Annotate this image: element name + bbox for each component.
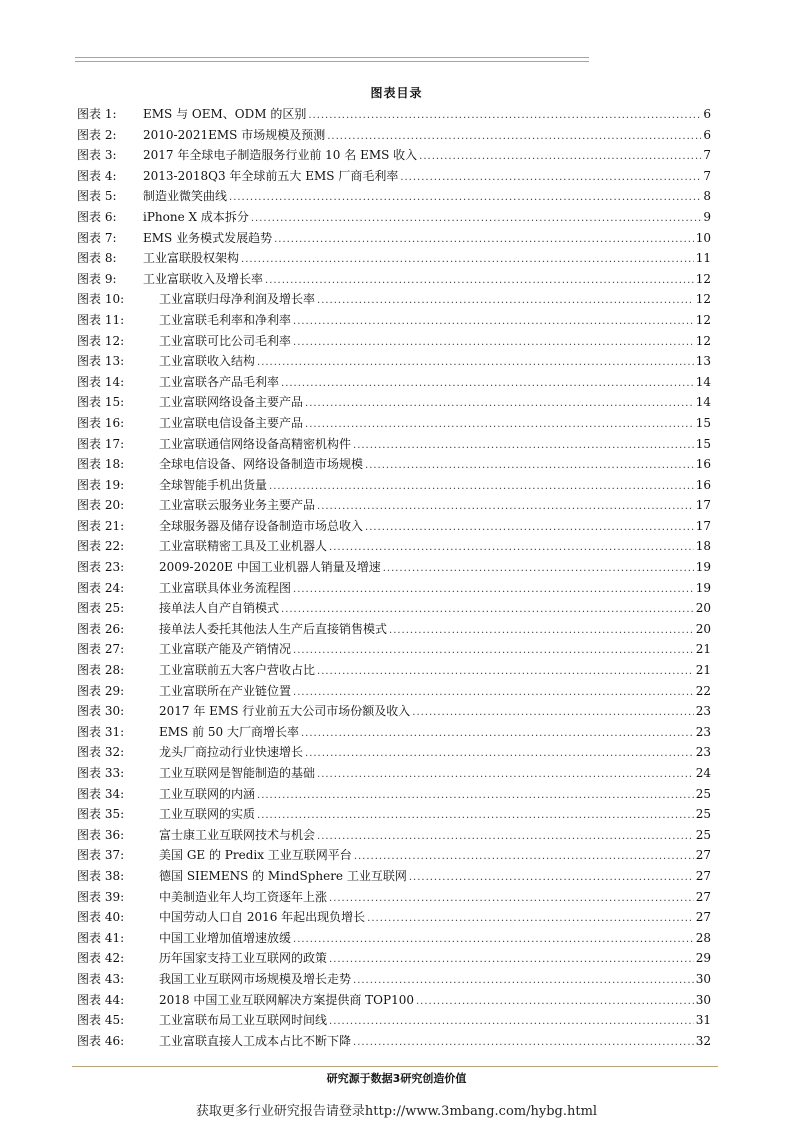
page-title: 图表目录 xyxy=(370,86,423,100)
toc-entry-title: 我国工业互联网市场规模及增长走势 xyxy=(159,971,352,986)
toc-entry[interactable] xyxy=(77,166,711,187)
toc-entry[interactable] xyxy=(77,722,711,743)
toc-leader-dots xyxy=(274,230,694,251)
toc-leader-dots xyxy=(327,127,701,148)
toc-entry-page: 30 xyxy=(695,992,711,1007)
toc-entry[interactable] xyxy=(77,784,711,805)
toc-entry-title: 工业富联布局工业互联网时间线 xyxy=(159,1013,328,1028)
toc-entry-title: 2017 年全球电子制造服务行业前 10 名 EMS 收入 xyxy=(143,148,418,163)
toc-leader-dots xyxy=(257,806,694,827)
toc-entry-label: 图表 25: xyxy=(77,601,125,616)
toc-entry-title: 工业富联所在产业链位置 xyxy=(159,683,292,698)
toc-entry-label: 图表 44: xyxy=(77,992,125,1007)
toc-list xyxy=(77,104,711,1051)
toc-entry-title: 全球智能手机出货量 xyxy=(159,477,268,492)
toc-entry-title: 中国劳动人口自 2016 年起出现负增长 xyxy=(159,910,366,925)
toc-entry-page: 22 xyxy=(695,683,711,698)
toc-entry-label: 图表 45: xyxy=(77,1013,125,1028)
toc-entry-page: 18 xyxy=(695,539,711,554)
toc-entry-page: 27 xyxy=(695,889,711,904)
toc-entry-title: 2018 中国工业互联网解决方案提供商 TOP100 xyxy=(159,992,414,1007)
toc-entry[interactable] xyxy=(77,434,711,455)
toc-entry-label: 图表 5: xyxy=(77,189,117,204)
toc-entry-title: 工业富联收入结构 xyxy=(159,354,256,369)
toc-entry-title: 工业富联收入及增长率 xyxy=(143,271,264,286)
toc-leader-dots xyxy=(305,744,694,765)
toc-entry-label: 图表 33: xyxy=(77,766,125,780)
toc-entry-page: 10 xyxy=(695,230,711,245)
toc-leader-dots xyxy=(367,909,694,930)
toc-leader-dots xyxy=(257,786,694,807)
toc-leader-dots xyxy=(293,930,694,951)
toc-entry[interactable] xyxy=(77,763,711,784)
toc-leader-dots xyxy=(400,168,701,189)
toc-entry-page: 28 xyxy=(695,930,711,945)
toc-leader-dots xyxy=(365,518,694,539)
toc-entry[interactable] xyxy=(77,454,711,475)
toc-entry-page: 16 xyxy=(695,457,711,472)
toc-entry[interactable] xyxy=(77,228,711,249)
toc-entry[interactable] xyxy=(77,413,711,434)
toc-entry-page: 8 xyxy=(703,189,711,204)
toc-entry-title: 工业富联精密工具及工业机器人 xyxy=(159,539,328,554)
toc-entry-label: 图表 26: xyxy=(77,621,125,636)
toc-entry-title: 全球服务器及储存设备制造市场总收入 xyxy=(159,518,364,533)
toc-entry[interactable] xyxy=(77,372,711,393)
toc-entry[interactable] xyxy=(77,578,711,599)
toc-entry-page: 12 xyxy=(695,312,711,327)
toc-entry[interactable] xyxy=(77,990,711,1011)
toc-leader-dots xyxy=(293,580,694,601)
toc-entry-title: 工业富联前五大客户营收占比 xyxy=(159,663,316,678)
toc-entry-label: 图表 12: xyxy=(77,333,125,348)
toc-leader-dots xyxy=(317,497,694,518)
toc-entry-label: 图表 46: xyxy=(77,1033,125,1048)
toc-entry-label: 图表 13: xyxy=(77,354,125,369)
toc-entry-page: 31 xyxy=(695,1013,711,1028)
toc-entry-title: 2013-2018Q3 年全球前五大 EMS 厂商毛利率 xyxy=(143,168,399,183)
toc-leader-dots xyxy=(419,147,701,168)
toc-entry-page: 29 xyxy=(695,951,711,966)
toc-entry-title: 2017 年 EMS 行业前五大公司市场份额及收入 xyxy=(159,704,411,719)
toc-entry-label: 图表 3: xyxy=(77,148,117,163)
toc-entry[interactable] xyxy=(77,1031,711,1052)
toc-entry[interactable] xyxy=(77,639,711,660)
toc-leader-dots xyxy=(265,271,694,292)
toc-entry[interactable] xyxy=(77,392,711,413)
toc-entry-label: 图表 11: xyxy=(77,312,125,327)
toc-leader-dots xyxy=(412,703,693,724)
toc-entry-label: 图表 34: xyxy=(77,786,125,801)
toc-entry-label: 图表 19: xyxy=(77,477,125,492)
toc-entry-label: 图表 4: xyxy=(77,168,117,183)
toc-entry-label: 图表 22: xyxy=(77,539,125,554)
toc-entry-title: 工业互联网是智能制造的基础 xyxy=(159,766,316,780)
toc-entry-title: 工业富联毛利率和净利率 xyxy=(159,312,292,327)
toc-entry-label: 图表 20: xyxy=(77,498,125,513)
toc-entry-label: 图表 23: xyxy=(77,560,125,575)
toc-entry-page: 17 xyxy=(695,518,711,533)
toc-entry-page: 23 xyxy=(695,704,711,719)
toc-entry-page: 12 xyxy=(695,333,711,348)
toc-entry[interactable] xyxy=(77,145,711,166)
toc-entry-label: 图表 32: xyxy=(77,745,125,760)
toc-entry-label: 图表 18: xyxy=(77,457,125,472)
toc-entry-label: 图表 40: xyxy=(77,910,125,925)
toc-entry-page: 17 xyxy=(695,498,711,513)
toc-entry-title: iPhone X 成本拆分 xyxy=(143,209,249,224)
toc-leader-dots xyxy=(251,209,701,230)
toc-entry[interactable] xyxy=(77,186,711,207)
toc-leader-dots xyxy=(329,1012,694,1033)
toc-entry-page: 7 xyxy=(703,148,711,163)
toc-entry-page: 24 xyxy=(695,766,711,780)
toc-entry[interactable] xyxy=(77,269,711,290)
toc-entry-page: 12 xyxy=(695,271,711,286)
toc-entry-title: 接单法人自产自销模式 xyxy=(159,601,280,616)
toc-entry[interactable] xyxy=(77,948,711,969)
toc-entry-page: 27 xyxy=(695,868,711,883)
toc-entry-page: 21 xyxy=(695,642,711,657)
toc-entry[interactable] xyxy=(77,351,711,372)
toc-entry-label: 图表 17: xyxy=(77,436,125,451)
toc-entry-label: 图表 36: xyxy=(77,827,125,842)
toc-entry-label: 图表 39: xyxy=(77,889,125,904)
toc-leader-dots xyxy=(293,312,694,333)
toc-leader-dots xyxy=(308,106,701,127)
toc-entry-page: 30 xyxy=(695,971,711,986)
header-rule xyxy=(75,57,589,58)
toc-leader-dots xyxy=(293,641,694,662)
toc-entry[interactable] xyxy=(77,619,711,640)
toc-entry-page: 19 xyxy=(695,560,711,575)
toc-leader-dots xyxy=(353,1033,694,1054)
promo-link-text[interactable]: 获取更多行业研究报告请登录http://www.3mbang.com/hybg.html xyxy=(195,1104,598,1119)
footer-slogan: 研究源于数据3研究创造价值 xyxy=(326,1072,467,1085)
toc-entry[interactable] xyxy=(77,331,711,352)
toc-entry-label: 图表 27: xyxy=(77,642,125,657)
toc-entry-title: 2010-2021EMS 市场规模及预测 xyxy=(143,127,326,142)
toc-entry-title: 全球电信设备、网络设备制造市场规模 xyxy=(159,457,364,472)
toc-entry-page: 19 xyxy=(695,580,711,595)
toc-entry-title: 历年国家支持工业互联网的政策 xyxy=(159,951,328,966)
toc-entry-page: 32 xyxy=(695,1033,711,1048)
footer-rule xyxy=(72,1066,718,1067)
toc-entry-page: 9 xyxy=(703,209,711,224)
toc-entry[interactable] xyxy=(77,598,711,619)
toc-entry-page: 20 xyxy=(695,621,711,636)
toc-entry[interactable] xyxy=(77,557,711,578)
toc-entry-label: 图表 42: xyxy=(77,951,125,966)
toc-entry[interactable] xyxy=(77,742,711,763)
toc-entry-page: 27 xyxy=(695,848,711,863)
toc-entry-label: 图表 15: xyxy=(77,395,125,410)
toc-entry-title: 工业富联股权架构 xyxy=(143,251,240,266)
toc-entry[interactable] xyxy=(77,969,711,990)
toc-leader-dots xyxy=(317,765,694,786)
toc-leader-dots xyxy=(305,394,694,415)
toc-entry-title: 工业富联可比公司毛利率 xyxy=(159,333,292,348)
toc-entry-title: 中美制造业年人均工资逐年上涨 xyxy=(159,889,328,904)
toc-entry-page: 13 xyxy=(695,354,711,369)
toc-entry-page: 14 xyxy=(695,374,711,389)
toc-entry-title: 美国 GE 的 Predix 工业互联网平台 xyxy=(159,848,352,863)
toc-entry-page: 27 xyxy=(695,910,711,925)
toc-entry[interactable] xyxy=(77,804,711,825)
toc-entry-page: 21 xyxy=(695,663,711,678)
toc-leader-dots xyxy=(317,827,694,848)
toc-leader-dots xyxy=(389,621,694,642)
toc-leader-dots xyxy=(281,600,694,621)
toc-entry-label: 图表 6: xyxy=(77,209,117,224)
toc-entry-title: 工业富联产能及产销情况 xyxy=(159,642,292,657)
toc-entry[interactable] xyxy=(77,475,711,496)
toc-entry-label: 图表 41: xyxy=(77,930,125,945)
toc-entry-page: 15 xyxy=(695,415,711,430)
toc-entry-label: 图表 29: xyxy=(77,683,125,698)
toc-entry-title: 工业富联归母净利润及增长率 xyxy=(159,292,316,307)
toc-entry-title: 龙头厂商拉动行业快速增长 xyxy=(159,745,304,760)
toc-entry-title: 工业富联具体业务流程图 xyxy=(159,580,292,595)
toc-entry-title: EMS 与 OEM、ODM 的区别 xyxy=(143,107,307,121)
toc-entry-page: 23 xyxy=(695,745,711,760)
toc-entry-title: 2009-2020E 中国工业机器人销量及增速 xyxy=(159,560,381,575)
toc-leader-dots xyxy=(301,724,694,745)
toc-entry[interactable] xyxy=(77,310,711,331)
toc-entry-label: 图表 38: xyxy=(77,868,125,883)
toc-entry-page: 6 xyxy=(703,127,711,142)
toc-leader-dots xyxy=(293,333,694,354)
toc-entry-title: 工业互联网的内涵 xyxy=(159,786,256,801)
toc-entry-page: 15 xyxy=(695,436,711,451)
toc-entry-label: 图表 30: xyxy=(77,704,125,719)
toc-entry[interactable] xyxy=(77,928,711,949)
toc-entry-label: 图表 1: xyxy=(77,107,117,121)
toc-entry-title: 德国 SIEMENS 的 MindSphere 工业互联网 xyxy=(159,868,407,883)
toc-leader-dots xyxy=(329,950,694,971)
toc-entry-title: 制造业微笑曲线 xyxy=(143,189,228,204)
toc-entry-label: 图表 21: xyxy=(77,518,125,533)
toc-leader-dots xyxy=(229,188,701,209)
toc-entry[interactable] xyxy=(77,1010,711,1031)
toc-entry[interactable] xyxy=(77,207,711,228)
toc-entry[interactable] xyxy=(77,660,711,681)
toc-entry-label: 图表 37: xyxy=(77,848,125,863)
toc-entry-page: 20 xyxy=(695,601,711,616)
toc-entry-title: 工业富联直接人工成本占比不断下降 xyxy=(159,1033,352,1048)
toc-entry[interactable] xyxy=(77,701,711,722)
toc-entry-page: 25 xyxy=(695,786,711,801)
toc-leader-dots xyxy=(241,250,694,271)
toc-entry-page: 25 xyxy=(695,807,711,822)
toc-leader-dots xyxy=(281,374,694,395)
toc-entry[interactable] xyxy=(77,248,711,269)
toc-entry-label: 图表 14: xyxy=(77,374,125,389)
toc-entry-title: EMS 业务模式发展趋势 xyxy=(143,230,273,245)
toc-leader-dots xyxy=(305,415,694,436)
toc-entry[interactable] xyxy=(77,825,711,846)
toc-leader-dots xyxy=(383,559,694,580)
toc-entry-title: 工业富联网络设备主要产品 xyxy=(159,395,304,410)
toc-entry-title: 工业富联各产品毛利率 xyxy=(159,374,280,389)
toc-entry-page: 16 xyxy=(695,477,711,492)
toc-leader-dots xyxy=(317,291,694,312)
toc-entry-page: 25 xyxy=(695,827,711,842)
toc-leader-dots xyxy=(329,889,694,910)
toc-entry-label: 图表 2: xyxy=(77,127,117,142)
toc-entry-page: 14 xyxy=(695,395,711,410)
header-rule-secondary xyxy=(75,61,589,62)
toc-entry-title: 接单法人委托其他法人生产后直接销售模式 xyxy=(159,621,388,636)
toc-entry-title: EMS 前 50 大厂商增长率 xyxy=(159,724,299,739)
toc-entry-label: 图表 7: xyxy=(77,230,117,245)
toc-entry-title: 工业富联电信设备主要产品 xyxy=(159,415,304,430)
toc-entry-label: 图表 28: xyxy=(77,663,125,678)
toc-entry[interactable] xyxy=(77,887,711,908)
toc-entry-page: 11 xyxy=(695,251,711,266)
toc-entry-page: 7 xyxy=(703,168,711,183)
toc-entry-label: 图表 9: xyxy=(77,271,117,286)
toc-entry-page: 6 xyxy=(703,107,711,121)
toc-leader-dots xyxy=(353,436,694,457)
toc-entry[interactable] xyxy=(77,516,711,537)
toc-leader-dots xyxy=(354,847,694,868)
toc-entry[interactable] xyxy=(77,907,711,928)
toc-leader-dots xyxy=(329,538,694,559)
toc-leader-dots xyxy=(293,683,694,704)
toc-leader-dots xyxy=(409,868,694,889)
toc-leader-dots xyxy=(317,662,694,683)
toc-entry-label: 图表 31: xyxy=(77,724,125,739)
toc-entry[interactable] xyxy=(77,845,711,866)
toc-entry-label: 图表 43: xyxy=(77,971,125,986)
toc-entry-label: 图表 16: xyxy=(77,415,125,430)
toc-entry[interactable] xyxy=(77,536,711,557)
toc-entry-label: 图表 35: xyxy=(77,807,125,822)
toc-entry-title: 工业互联网的实质 xyxy=(159,807,256,822)
toc-entry[interactable] xyxy=(77,104,711,125)
toc-leader-dots xyxy=(269,477,694,498)
toc-leader-dots xyxy=(365,456,694,477)
toc-entry-title: 中国工业增加值增速放缓 xyxy=(159,930,292,945)
toc-entry-title: 工业富联通信网络设备高精密机构件 xyxy=(159,436,352,451)
toc-entry-page: 12 xyxy=(695,292,711,307)
toc-leader-dots xyxy=(416,992,694,1013)
toc-leader-dots xyxy=(257,353,694,374)
toc-entry[interactable] xyxy=(77,681,711,702)
toc-entry-label: 图表 24: xyxy=(77,580,125,595)
toc-entry-title: 富士康工业互联网技术与机会 xyxy=(159,827,316,842)
toc-entry[interactable] xyxy=(77,495,711,516)
toc-entry-label: 图表 10: xyxy=(77,292,125,307)
toc-entry-page: 23 xyxy=(695,724,711,739)
toc-entry-label: 图表 8: xyxy=(77,251,117,266)
toc-entry[interactable] xyxy=(77,125,711,146)
toc-entry[interactable] xyxy=(77,866,711,887)
toc-entry[interactable] xyxy=(77,289,711,310)
toc-entry-title: 工业富联云服务业务主要产品 xyxy=(159,498,316,513)
toc-leader-dots xyxy=(353,971,694,992)
